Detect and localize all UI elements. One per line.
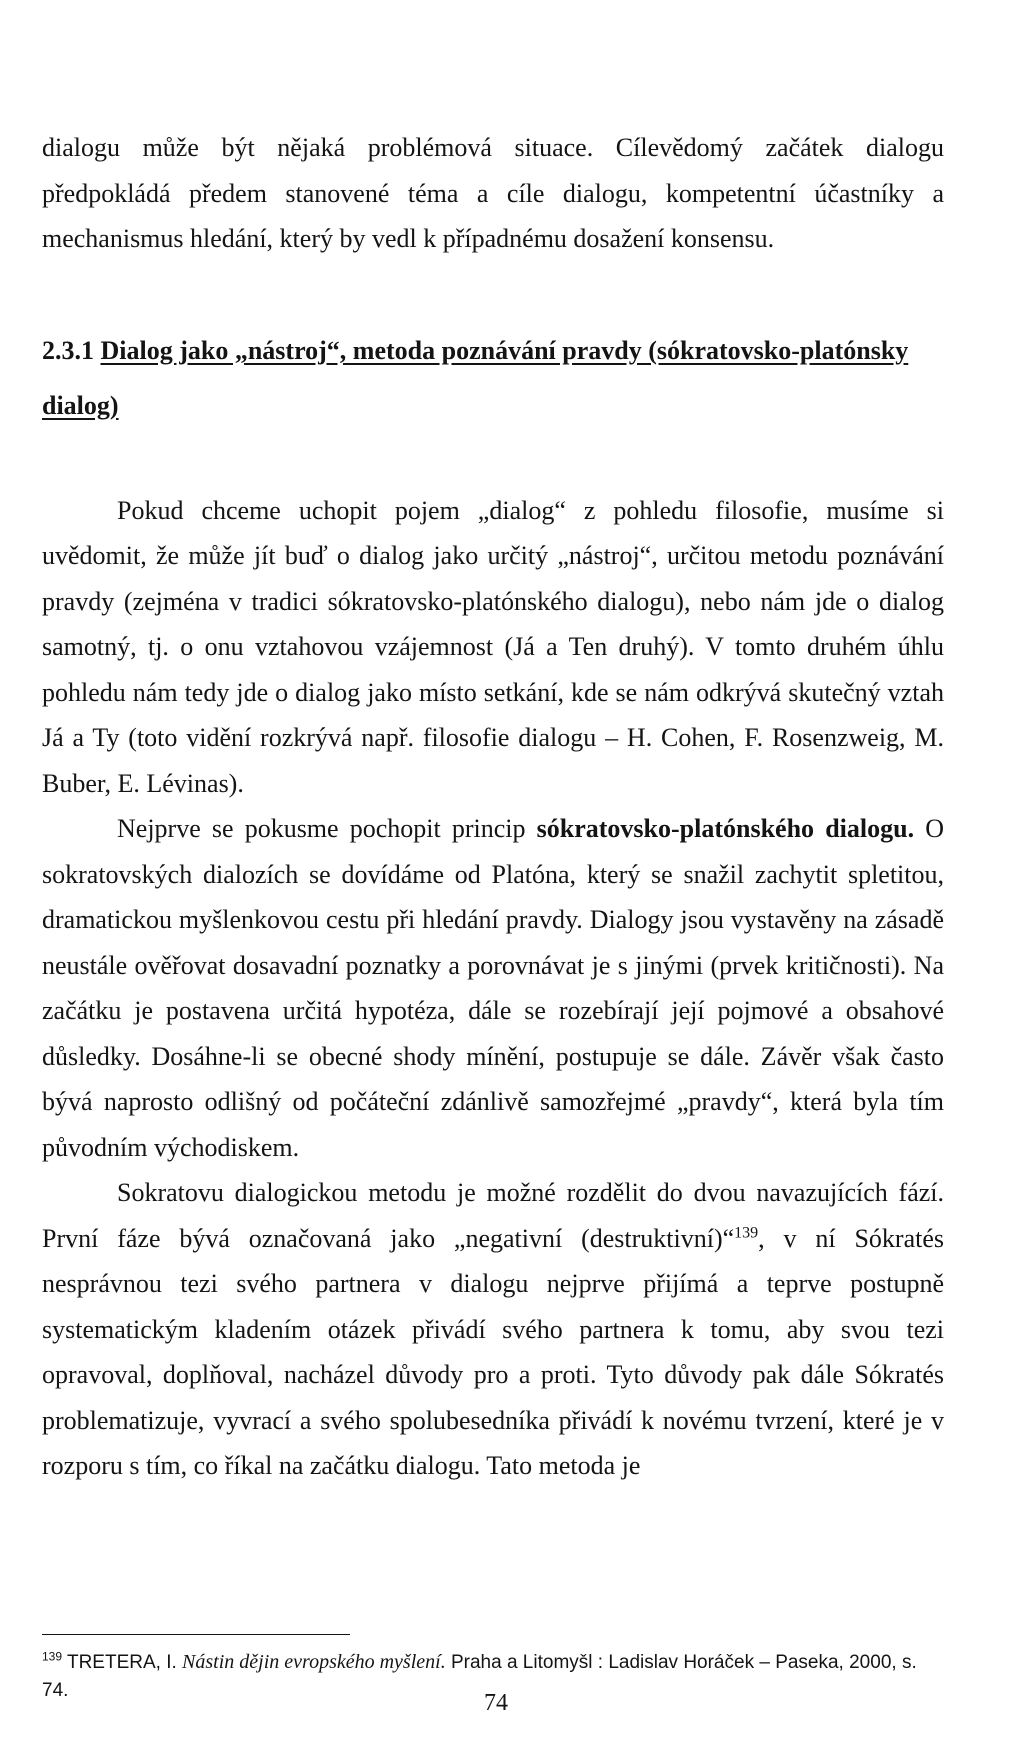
paragraph-dialog-definition: Pokud chceme uchopit pojem „dialog“ z pohledu filosofie, musíme si uvědomit, že může jít buď o dialog jako určitý „nástroj“, určitou metodu poznávání pravdy (zejména v tradici sókratovsko-platónského dialogu), nebo nám jde o dialog samotný, tj. o onu vztahovou vzájemnost (Já a Ten druhý). V tomto druhém úhlu pohledu nám tedy jde o dialog jako místo setkání, kde se nám odkrývá skutečný vztah Já a Ty (toto vidění rozkrývá např. filosofie dialogu – H. Cohen, F. Rosenzweig, M. Buber, E. Lévinas). — [42, 495, 944, 798]
section-title: Dialog jako „nástroj“, metoda poznávání pravdy (sókratovsko-platónsky dialog) — [42, 335, 909, 420]
footnote-separator — [42, 1634, 350, 1635]
bold-term: sókratovsko-platónského dialogu. — [536, 814, 915, 843]
footnote-publication: Praha a Litomyšl : Ladislav Horáček – Paseka, 2000, s. 74. — [42, 1652, 917, 1701]
footnote-title: Nástin dějin evropského myšlení. — [182, 1651, 446, 1673]
paragraph-socratic-method-lead: Sokratovu dialogickou metodu je možné rozdělit do dvou navazujících fází. První fáze bývá označovaná jako „negativní (destruktivní)“ — [42, 1178, 944, 1253]
paragraph-socratic-principle-lead: Nejprve se pokusme pochopit princip — [117, 814, 537, 843]
footnote-reference[interactable]: 139 — [734, 1223, 759, 1241]
footnote-author: TRETERA, I. — [62, 1652, 183, 1673]
page-body — [42, 125, 944, 1489]
section-number: 2.3.1 — [42, 335, 94, 365]
page-number: 74 — [484, 1690, 508, 1716]
section-heading — [42, 323, 944, 433]
paragraph-socratic-principle-body: O sokratovských dialozích se dovídáme od Platóna, který se snažil zachytit spletitou, dramatickou myšlenkovou cestu při hledání pravdy. Dialogy jsou vystavěny na zásadě neustále ověřovat dosavadní poznatky a porovnávat je s jinými (prvek kritičnosti). Na začátku je postavena určitá hypotéza, dále se rozebírají její pojmové a obsahové důsledky. Dosáhne-li se obecné shody mínění, postupuje se dále. Závěr však často bývá naprosto odlišný od počáteční zdánlivě samozřejmé „pravdy“, která byla tím původním východiskem. — [42, 814, 945, 1162]
paragraph-socratic-method — [42, 1170, 944, 1489]
intro-paragraph: dialogu může být nějaká problémová situace. Cílevědomý začátek dialogu předpokládá předem stanovené téma a cíle dialogu, kompetentní účastníky a mechanismus hledání, který by vedl k případnému dosažení konsensu. — [42, 133, 944, 253]
footnote-number: 139 — [42, 1649, 63, 1664]
paragraph-socratic-principle — [42, 806, 944, 1170]
paragraph-socratic-method-body: , v ní Sókratés nesprávnou tezi svého partnera v dialogu nejprve přijímá a teprve postupně systematickým kladením otázek přivádí svého partnera k tomu, aby svou tezi opravoval, doplňoval, nacházel důvody pro a proti. Tyto důvody pak dále Sókratés problematizuje, vyvrací a svého spolubesedníka přivádí k novému tvrzení, které je v rozporu s tím, co říkal na začátku dialogu. Tato metoda je — [42, 1223, 945, 1480]
